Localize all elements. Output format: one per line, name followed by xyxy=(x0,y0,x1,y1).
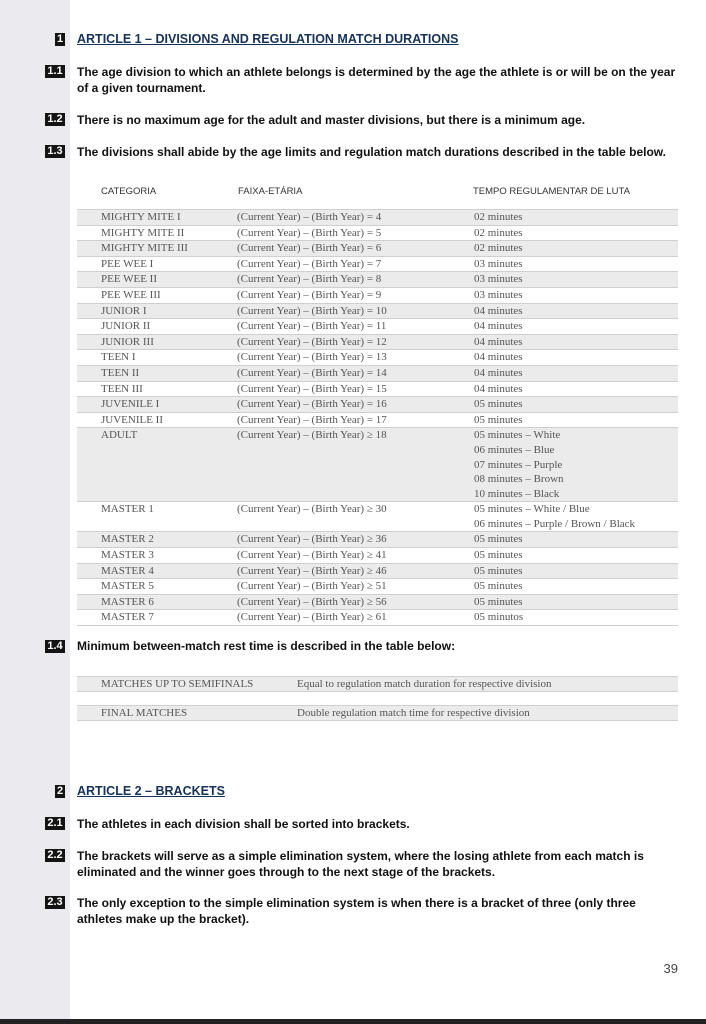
category-cell: JUNIOR III xyxy=(77,334,237,350)
rest-value: Double regulation match time for respective division xyxy=(297,707,530,719)
clause-1-4-text: Minimum between-match rest time is described in the table below: xyxy=(77,639,456,653)
category-cell: TEEN III xyxy=(101,382,143,395)
category-cell: MASTER 3 xyxy=(101,549,154,562)
age-cell: (Current Year) – (Birth Year) ≥ 61 xyxy=(237,611,387,624)
clause-2-3-number: 2.3 xyxy=(45,896,65,909)
table-row xyxy=(77,287,678,303)
bottom-bar xyxy=(0,1019,706,1024)
category-cell: MIGHTY MITE I xyxy=(77,210,237,226)
age-cell: (Current Year) – (Birth Year) ≥ 46 xyxy=(237,563,474,579)
age-cell: (Current Year) – (Birth Year) ≥ 56 xyxy=(237,594,474,610)
time-cell: 04 minutes xyxy=(474,334,678,350)
age-cell: (Current Year) – (Birth Year) = 13 xyxy=(237,351,387,364)
clause-1-1-number: 1.1 xyxy=(45,65,65,78)
age-cell: (Current Year) – (Birth Year) ≥ 30 xyxy=(237,503,387,516)
time-cell: 05 minutes xyxy=(474,549,523,562)
table-row xyxy=(77,579,678,595)
table-row xyxy=(77,428,678,502)
category-cell: JUNIOR I xyxy=(77,303,237,319)
clause-2-1-number: 2.1 xyxy=(45,817,65,830)
time-cell: 05 minutes xyxy=(474,563,678,579)
table-row xyxy=(77,365,678,381)
time-cell: 03 minutes xyxy=(474,288,523,301)
category-cell: MIGHTY MITE II xyxy=(101,226,185,239)
time-cell: 05 minutos xyxy=(474,611,524,624)
age-cell: (Current Year) – (Birth Year) = 11 xyxy=(237,320,387,333)
table-row xyxy=(77,502,678,532)
table-row xyxy=(77,563,678,579)
time-cell: 05 minutes xyxy=(474,413,523,426)
rest-label: MATCHES UP TO SEMIFINALS xyxy=(101,678,254,690)
category-cell: TEEN I xyxy=(101,351,136,364)
age-cell: (Current Year) – (Birth Year) = 7 xyxy=(237,257,382,270)
age-cell: (Current Year) – (Birth Year) = 5 xyxy=(237,226,382,239)
article-2-heading: ARTICLE 2 – BRACKETS xyxy=(77,784,225,798)
time-cell: 05 minutes xyxy=(474,594,678,610)
time-cell: 05 minutes xyxy=(474,397,678,413)
category-cell: MASTER 7 xyxy=(101,611,154,624)
age-cell: (Current Year) – (Birth Year) = 4 xyxy=(237,210,474,226)
category-cell: MASTER 6 xyxy=(77,594,237,610)
clause-2-2-number: 2.2 xyxy=(45,849,65,862)
time-cell: 05 minutes – White / Blue 06 minutes – Purple / Brown / Black xyxy=(474,503,636,530)
age-cell: (Current Year) – (Birth Year) = 8 xyxy=(237,272,474,288)
rest-row-semifinals xyxy=(77,676,678,692)
category-cell: JUVENILE II xyxy=(101,413,164,426)
table-row xyxy=(77,412,678,428)
category-cell: PEE WEE III xyxy=(101,288,161,301)
time-cell: 05 minutes xyxy=(474,580,523,593)
table-row xyxy=(77,241,678,257)
category-cell: TEEN II xyxy=(77,365,237,381)
category-cell: MASTER 4 xyxy=(77,563,237,579)
table-header-age: FAIXA-ETÁRIA xyxy=(238,186,303,197)
age-cell: (Current Year) – (Birth Year) = 14 xyxy=(237,365,474,381)
article-2-number: 2 xyxy=(56,785,64,797)
category-cell: PEE WEE II xyxy=(77,272,237,288)
time-cell: 05 minutes – White 06 minutes – Blue 07 minutes – Purple 08 minutes – Brown 10 minutes – Black xyxy=(474,428,678,502)
table-row xyxy=(77,381,678,397)
article-1-heading: ARTICLE 1 – DIVISIONS AND REGULATION MATCH DURATIONS xyxy=(77,32,459,46)
time-cell: 04 minutes xyxy=(474,365,678,381)
clause-2-1-text: The athletes in each division shall be sorted into brackets. xyxy=(77,817,410,831)
table-row xyxy=(77,256,678,272)
age-cell: (Current Year) – (Birth Year) ≥ 41 xyxy=(237,549,387,562)
table-header-category: CATEGORIA xyxy=(101,186,157,197)
table-row xyxy=(77,272,678,288)
rest-label: FINAL MATCHES xyxy=(101,707,188,719)
time-cell: 04 minutes xyxy=(474,351,523,364)
time-cell: 04 minutes xyxy=(474,303,678,319)
age-cell: (Current Year) – (Birth Year) ≥ 18 xyxy=(237,428,474,502)
time-cell: 03 minutes xyxy=(474,272,678,288)
category-cell: JUNIOR II xyxy=(101,320,151,333)
age-cell: (Current Year) – (Birth Year) = 12 xyxy=(237,334,474,350)
age-cell: (Current Year) – (Birth Year) = 10 xyxy=(237,303,474,319)
table-row xyxy=(77,210,678,226)
table-row xyxy=(77,548,678,564)
time-cell: 02 minutes xyxy=(474,241,678,257)
time-cell: 05 minutes xyxy=(474,532,678,548)
age-cell: (Current Year) – (Birth Year) = 6 xyxy=(237,241,474,257)
table-header-time: TEMPO REGULAMENTAR DE LUTA xyxy=(473,186,630,197)
category-cell: PEE WEE I xyxy=(101,257,154,270)
table-row xyxy=(77,334,678,350)
age-cell: (Current Year) – (Birth Year) = 9 xyxy=(237,288,382,301)
time-cell: 04 minutes xyxy=(474,320,523,333)
clause-2-3-text: The only exception to the simple elimination system is when there is a bracket of three (only three athletes make up the bracket). xyxy=(77,896,636,926)
table-row xyxy=(77,532,678,548)
clause-1-2-number: 1.2 xyxy=(45,113,65,126)
time-cell: 04 minutes xyxy=(474,382,523,395)
category-cell: MASTER 1 xyxy=(101,503,154,516)
age-cell: (Current Year) – (Birth Year) = 15 xyxy=(237,382,387,395)
rest-value: Equal to regulation match duration for respective division xyxy=(297,678,552,690)
age-cell: (Current Year) – (Birth Year) ≥ 36 xyxy=(237,532,474,548)
time-cell: 02 minutes xyxy=(474,226,523,239)
age-cell: (Current Year) – (Birth Year) = 16 xyxy=(237,397,474,413)
table-row xyxy=(77,303,678,319)
table-row xyxy=(77,610,678,626)
clause-1-1-text: The age division to which an athlete belongs is determined by the age the athlete is or will be on the year of a given tournament. xyxy=(77,65,676,95)
clause-1-3-text: The divisions shall abide by the age limits and regulation match durations described in the table below. xyxy=(77,145,667,159)
rest-row-finals xyxy=(77,705,678,721)
category-cell: MASTER 5 xyxy=(101,580,154,593)
table-row xyxy=(77,225,678,241)
article-1-number: 1 xyxy=(56,33,64,45)
category-cell: MASTER 2 xyxy=(77,532,237,548)
category-cell: JUVENILE I xyxy=(77,397,237,413)
age-cell: (Current Year) – (Birth Year) = 17 xyxy=(237,413,387,426)
category-cell: ADULT xyxy=(77,428,237,502)
table-row xyxy=(77,350,678,366)
clause-1-4-number: 1.4 xyxy=(45,640,65,653)
table-row xyxy=(77,594,678,610)
clause-1-3-number: 1.3 xyxy=(45,145,65,158)
table-row xyxy=(77,397,678,413)
time-cell: 02 minutes xyxy=(474,210,678,226)
division-table xyxy=(77,209,678,626)
category-cell: MIGHTY MITE III xyxy=(77,241,237,257)
clause-1-2-text: There is no maximum age for the adult and master divisions, but there is a minimum age. xyxy=(77,113,586,127)
clause-2-2-text: The brackets will serve as a simple elimination system, where the losing athlete from each match is eliminated and the winner goes through to the next stage of the brackets. xyxy=(77,849,644,879)
time-cell: 03 minutes xyxy=(474,257,523,270)
table-row xyxy=(77,319,678,335)
age-cell: (Current Year) – (Birth Year) ≥ 51 xyxy=(237,580,387,593)
page-number: 39 xyxy=(663,961,678,976)
